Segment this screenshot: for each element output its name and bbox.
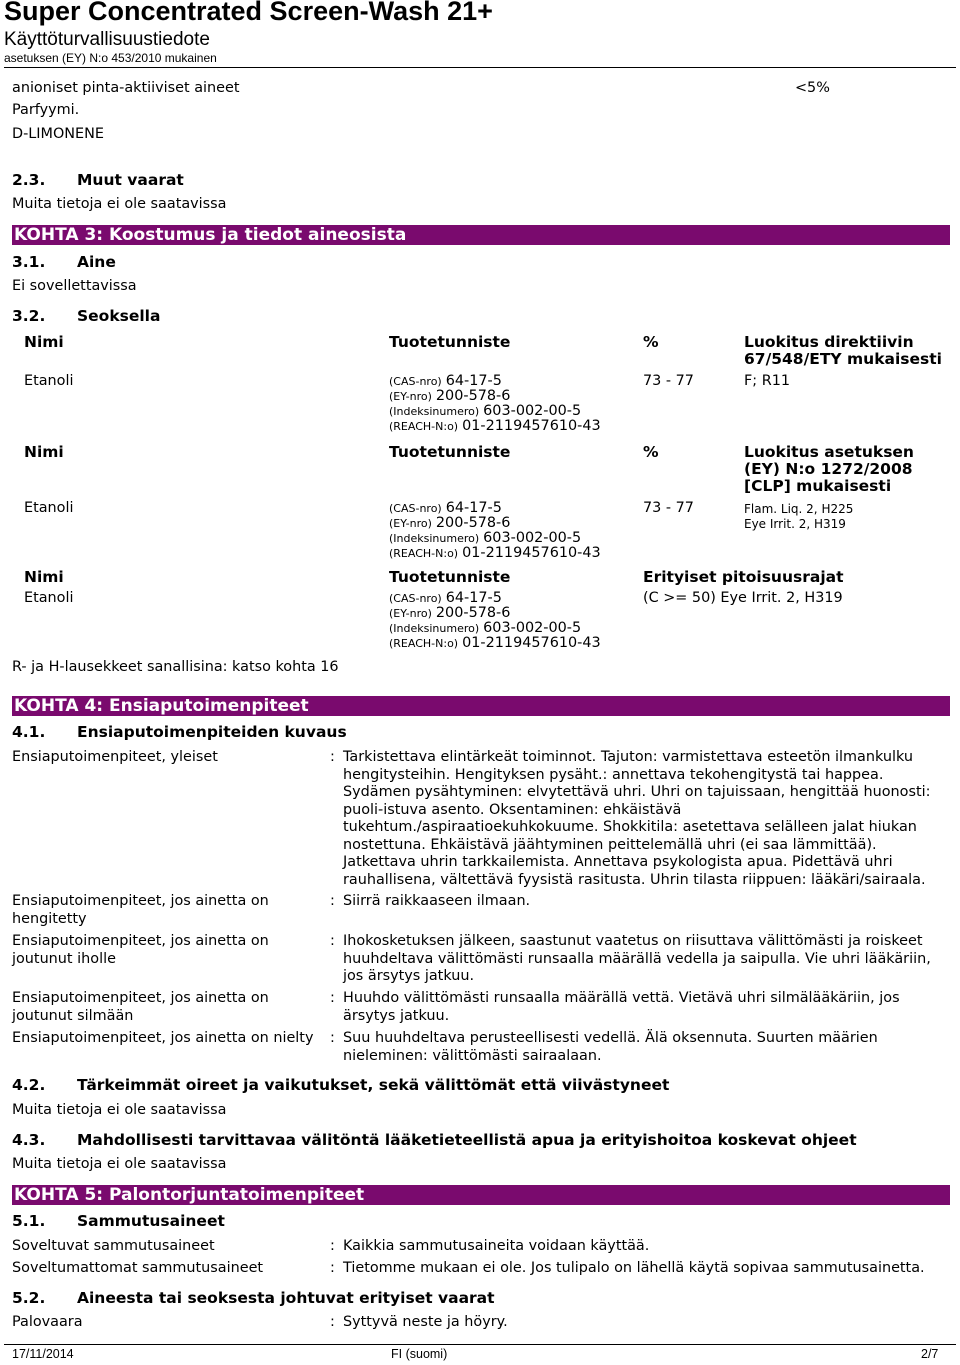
subsection-title: Seoksella xyxy=(77,307,161,325)
cas-label: (CAS-nro) xyxy=(389,375,442,388)
table-header-classification: 67/548/ETY mukaisesti xyxy=(744,350,942,368)
index-number: 603-002-00-5 xyxy=(483,620,582,636)
ey-number: 200-578-6 xyxy=(435,605,511,621)
first-aid-eye-label: Ensiaputoimenpiteet, jos ainetta on joutunut silmään xyxy=(12,990,269,1024)
product-identifiers xyxy=(389,501,601,561)
substance-name: Etanoli xyxy=(24,590,74,606)
first-aid-skin-label: Ensiaputoimenpiteet, jos ainetta on joutunut iholle xyxy=(12,933,269,967)
first-aid-swallowed-text: Suu huuhdeltava perusteellisesti vedellä. Älä oksennuta. Suurten määrien nieleminen: välittömästi sairaalaan. xyxy=(343,1030,878,1064)
rh-phrases-note: R- ja H-lausekkeet sanallisina: katso kohta 16 xyxy=(12,659,339,675)
subsection-number: 2.3. xyxy=(12,171,46,189)
subsection-title: Tärkeimmät oireet ja vaikutukset, sekä välittömät että viivästyneet xyxy=(77,1076,670,1094)
index-label: (Indeksinumero) xyxy=(389,622,480,635)
unsuitable-media-text: Tietomme mukaan ei ole. Jos tulipalo on lähellä käytä sopivaa sammutusainetta. xyxy=(343,1260,925,1276)
reach-number: 01-2119457610-43 xyxy=(462,635,601,651)
colon-separator: : xyxy=(330,933,335,949)
first-aid-inhaled-label: Ensiaputoimenpiteet, jos ainetta on hengitetty xyxy=(12,893,269,927)
first-aid-general-text: Tarkistettava elintärkeät toiminnot. Tajuton: varmistettava esteetön ilmankulku hengitysteihin. Hengityksen pysäht.: annettava tekohengitystä tai happea. Sydämen pysähtyminen: elvytettävä uhri. Uhri on tajuissaan, hengittää huonosti: puoli-istuva asento. Oksentaminen: ehkäistävä tukehtum./aspiraatioekuhkokuume. Shokkitila: asetettava selälleen jalat hiukan nostettuna. Ehkäistävä jäähtyminen peittelemällä uhri (ei saa lämmittää). Jatkettava uhrin tarkkailemista. Annettava psykologista apua. Pidettävä uhri rauhallisena, vältettävä fyysistä rasitusta. Uhrin tilasta riippuen: lääkäri/sairaala. xyxy=(343,749,931,888)
fire-hazard-text: Syttyvä neste ja höyry. xyxy=(343,1314,508,1330)
concentration: 73 - 77 xyxy=(643,373,694,389)
subsection-text: Muita tietoja ei ole saatavissa xyxy=(12,196,227,212)
colon-separator: : xyxy=(330,749,335,765)
footer-divider xyxy=(4,1344,956,1345)
footer-language: FI (suomi) xyxy=(391,1347,448,1361)
header-divider xyxy=(4,67,956,68)
subsection-number: 5.2. xyxy=(12,1289,46,1307)
product-identifiers xyxy=(389,591,601,651)
table-header-percent: % xyxy=(643,333,659,351)
ingredient-line: D-LIMONENE xyxy=(12,126,104,142)
regulation-note: asetuksen (EY) N:o 453/2010 mukainen xyxy=(4,51,217,65)
index-label: (Indeksinumero) xyxy=(389,532,480,545)
table-header-classification: [CLP] mukaisesti xyxy=(744,477,892,495)
subsection-text: Ei sovellettavissa xyxy=(12,278,137,294)
subsection-title: Aineesta tai seoksesta johtuvat erityiset vaarat xyxy=(77,1289,495,1307)
classification: Flam. Liq. 2, H225 xyxy=(744,502,854,516)
table-header-name: Nimi xyxy=(24,568,64,586)
first-aid-inhaled-text: Siirrä raikkaaseen ilmaan. xyxy=(343,893,531,909)
cas-number: 64-17-5 xyxy=(445,590,502,606)
substance-name: Etanoli xyxy=(24,373,74,389)
cas-label: (CAS-nro) xyxy=(389,502,442,515)
subsection-title: Muut vaarat xyxy=(77,171,184,189)
colon-separator: : xyxy=(330,1260,335,1276)
ey-number: 200-578-6 xyxy=(435,388,511,404)
table-header-identifier: Tuotetunniste xyxy=(389,333,511,351)
substance-name: Etanoli xyxy=(24,500,74,516)
table-header-classification: (EY) N:o 1272/2008 xyxy=(744,460,913,478)
cas-number: 64-17-5 xyxy=(445,500,502,516)
subsection-number: 4.3. xyxy=(12,1131,46,1149)
subsection-number: 5.1. xyxy=(12,1212,46,1230)
footer-page-number: 2/7 xyxy=(921,1347,939,1361)
first-aid-skin-text: Ihokosketuksen jälkeen, saastunut vaatetus on riisuttava välittömästi ja roiskeet huuhdeltava välittömästi runsaalla määrällä vedella ja saipulla. Vie uhri lääkäriin, jos ärsytys jatkuu. xyxy=(343,933,931,984)
table-header-name: Nimi xyxy=(24,443,64,461)
unsuitable-media-label: Soveltumattomat sammutusaineet xyxy=(12,1260,264,1276)
classification: F; R11 xyxy=(744,373,791,389)
reach-number: 01-2119457610-43 xyxy=(462,545,601,561)
table-header-percent: % xyxy=(643,443,659,461)
subsection-title: Sammutusaineet xyxy=(77,1212,225,1230)
cas-label: (CAS-nro) xyxy=(389,592,442,605)
table-header-identifier: Tuotetunniste xyxy=(389,443,511,461)
cas-number: 64-17-5 xyxy=(445,373,502,389)
ingredient-line: Parfyymi. xyxy=(12,102,80,118)
reach-number: 01-2119457610-43 xyxy=(462,418,601,434)
subsection-title: Aine xyxy=(77,253,116,271)
index-number: 603-002-00-5 xyxy=(483,530,582,546)
ey-label: (EY-nro) xyxy=(389,517,432,530)
product-identifiers xyxy=(389,374,601,434)
table-header-classification: Luokitus direktiivin xyxy=(744,333,914,351)
section-5-header: KOHTA 5: Palontorjuntatoimenpiteet xyxy=(12,1185,950,1205)
ey-number: 200-578-6 xyxy=(435,515,511,531)
colon-separator: : xyxy=(330,1238,335,1254)
classification: Eye Irrit. 2, H319 xyxy=(744,517,846,531)
ingredient-line: anioniset pinta-aktiiviset aineet xyxy=(12,80,240,96)
colon-separator: : xyxy=(330,990,335,1006)
section-3-header: KOHTA 3: Koostumus ja tiedot aineosista xyxy=(12,225,950,245)
document-subtitle: Käyttöturvallisuustiedote xyxy=(4,29,210,50)
table-header-classification: Luokitus asetuksen xyxy=(744,443,914,461)
reach-label: (REACH-N:o) xyxy=(389,547,459,560)
suitable-media-text: Kaikkia sammutusaineita voidaan käyttää. xyxy=(343,1238,650,1254)
table-header-identifier: Tuotetunniste xyxy=(389,568,511,586)
table-header-limits: Erityiset pitoisuusrajat xyxy=(643,568,844,586)
section-4-header: KOHTA 4: Ensiaputoimenpiteet xyxy=(12,696,950,716)
first-aid-general-label: Ensiaputoimenpiteet, yleiset xyxy=(12,749,218,765)
ingredient-percent: <5% xyxy=(795,80,830,96)
subsection-text: Muita tietoja ei ole saatavissa xyxy=(12,1102,227,1118)
index-label: (Indeksinumero) xyxy=(389,405,480,418)
colon-separator: : xyxy=(330,1314,335,1330)
table-header-name: Nimi xyxy=(24,333,64,351)
reach-label: (REACH-N:o) xyxy=(389,420,459,433)
concentration: 73 - 77 xyxy=(643,500,694,516)
subsection-text: Muita tietoja ei ole saatavissa xyxy=(12,1156,227,1172)
document-title: Super Concentrated Screen-Wash 21+ xyxy=(4,0,493,26)
suitable-media-label: Soveltuvat sammutusaineet xyxy=(12,1238,215,1254)
subsection-number: 3.1. xyxy=(12,253,46,271)
colon-separator: : xyxy=(330,1030,335,1046)
first-aid-eye-text: Huuhdo välittömästi runsaalla määrällä vettä. Vietävä uhri silmälääkäriin, jos ärsytys jatkuu. xyxy=(343,990,900,1024)
fire-hazard-label: Palovaara xyxy=(12,1314,83,1330)
concentration-limit: (C >= 50) Eye Irrit. 2, H319 xyxy=(643,590,843,606)
subsection-title: Ensiaputoimenpiteiden kuvaus xyxy=(77,723,347,741)
subsection-title: Mahdollisesti tarvittavaa välitöntä lääketieteellistä apua ja erityishoitoa koskevat ohjeet xyxy=(77,1131,857,1149)
reach-label: (REACH-N:o) xyxy=(389,637,459,650)
ey-label: (EY-nro) xyxy=(389,607,432,620)
first-aid-swallowed-label: Ensiaputoimenpiteet, jos ainetta on nielty xyxy=(12,1030,314,1046)
subsection-number: 4.2. xyxy=(12,1076,46,1094)
index-number: 603-002-00-5 xyxy=(483,403,582,419)
ey-label: (EY-nro) xyxy=(389,390,432,403)
subsection-number: 3.2. xyxy=(12,307,46,325)
colon-separator: : xyxy=(330,893,335,909)
subsection-number: 4.1. xyxy=(12,723,46,741)
footer-date: 17/11/2014 xyxy=(12,1347,74,1361)
